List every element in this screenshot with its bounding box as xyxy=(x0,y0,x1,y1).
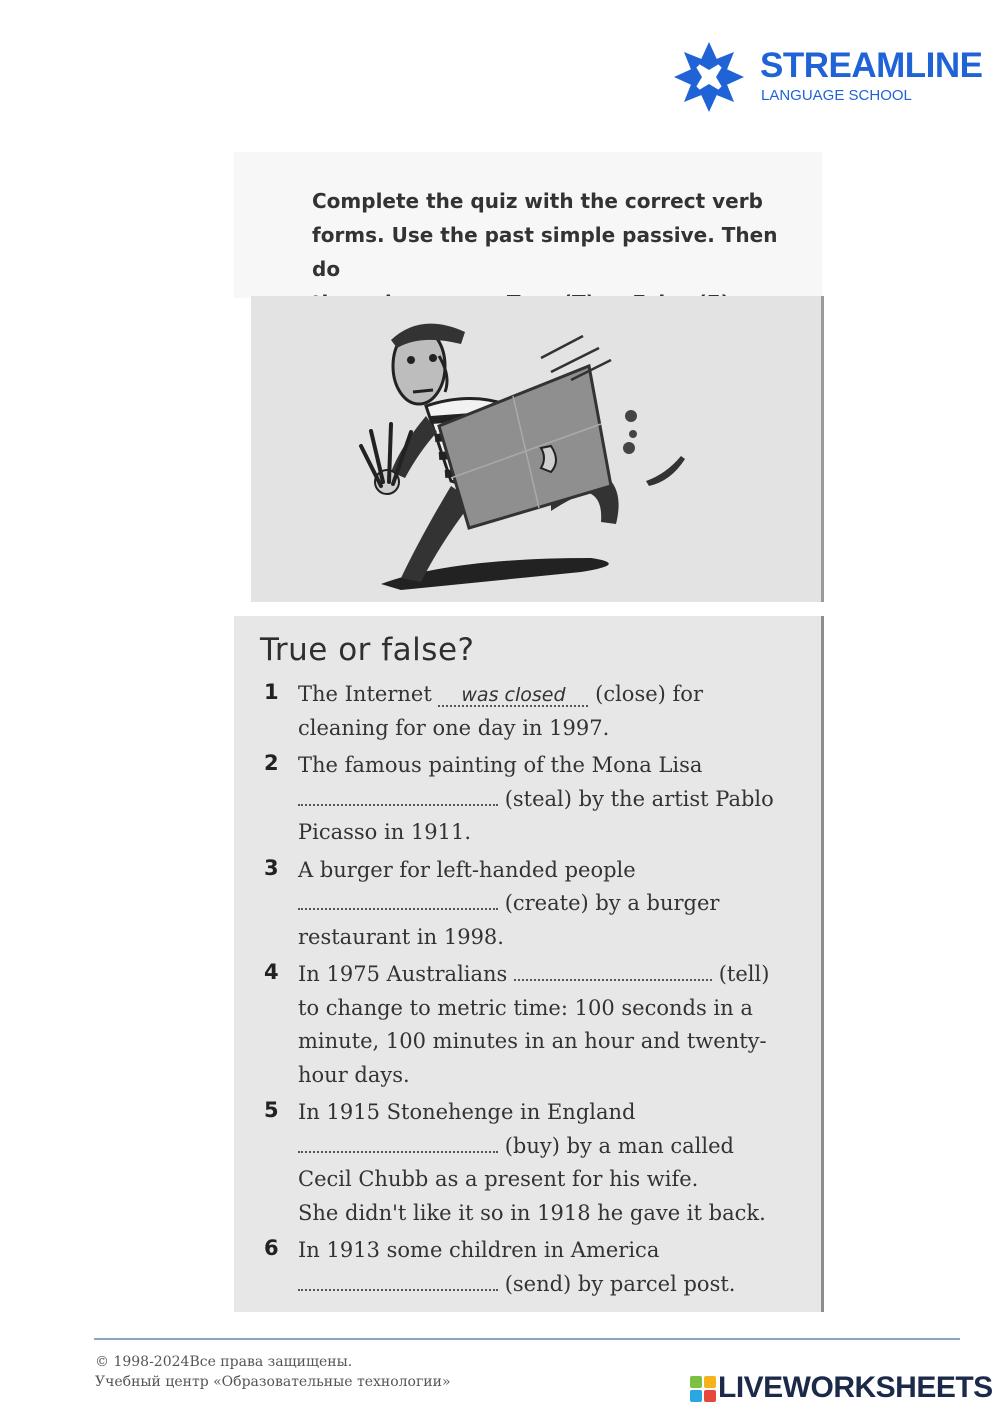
copyright-line: © 1998-2024Все права защищены. xyxy=(95,1354,353,1370)
quiz-items xyxy=(234,678,821,1305)
quiz-item-6 xyxy=(234,1234,821,1301)
item-text: (close) for xyxy=(595,682,703,706)
item-line xyxy=(298,1268,821,1302)
item-line xyxy=(298,1130,821,1164)
item-line xyxy=(298,678,821,712)
item-line: She didn't like it so in 1918 he gave it back. xyxy=(298,1200,766,1225)
quiz-item-2 xyxy=(234,749,821,850)
item-text: (create) by a burger xyxy=(504,891,720,915)
item-number: 6 xyxy=(264,1236,279,1260)
item-text: (steal) by the artist Pablo xyxy=(504,786,774,811)
item-number: 1 xyxy=(264,680,279,704)
answer-blank[interactable] xyxy=(298,1269,498,1291)
thief-drawing xyxy=(251,296,821,602)
item-text: The Internet xyxy=(298,682,432,706)
answer-blank[interactable] xyxy=(514,959,712,981)
answer-blank[interactable] xyxy=(298,784,498,806)
item-line: A burger for left-handed people xyxy=(298,857,636,882)
item-line: to change to metric time: 100 seconds in a xyxy=(298,995,753,1020)
copyright-line: Учебный центр «Образовательные технологии» xyxy=(95,1374,451,1390)
item-line: hour days. xyxy=(298,1062,410,1087)
item-line: Cecil Chubb as a present for his wife. xyxy=(298,1167,699,1191)
quiz-item-4 xyxy=(234,958,821,1092)
instruction-line: Complete the quiz with the correct verb xyxy=(312,189,763,213)
item-line xyxy=(298,783,821,817)
footer-divider xyxy=(94,1338,960,1340)
item-line: In 1915 Stonehenge in England xyxy=(298,1100,636,1124)
item-line xyxy=(298,958,821,992)
brand-name: STREAMLINE xyxy=(760,46,983,85)
item-text: (buy) by a man called xyxy=(504,1133,734,1158)
item-line: minute, 100 minutes in an hour and twenty- xyxy=(298,1029,767,1053)
item-text: (tell) xyxy=(718,962,770,986)
exercise-title: True or false? xyxy=(260,632,475,668)
quiz-item-3 xyxy=(234,854,821,955)
streamline-logo xyxy=(672,40,983,116)
item-line: The famous painting of the Mona Lisa xyxy=(298,753,703,777)
item-number: 5 xyxy=(264,1098,279,1122)
answer-blank[interactable] xyxy=(298,1131,498,1153)
item-number: 4 xyxy=(264,960,279,984)
item-line xyxy=(298,887,821,921)
item-line: In 1913 some children in America xyxy=(298,1238,660,1262)
quiz-exercise xyxy=(234,616,824,1312)
liveworksheets-wordmark: LIVEWORKSHEETS xyxy=(718,1371,993,1404)
streamline-star-icon xyxy=(672,40,746,114)
quiz-item-5 xyxy=(234,1096,821,1230)
quiz-item-1 xyxy=(234,678,821,745)
copyright xyxy=(95,1352,451,1392)
thief-illustration xyxy=(251,296,824,602)
answer-blank[interactable] xyxy=(298,888,498,910)
item-number: 2 xyxy=(264,751,279,775)
item-number: 3 xyxy=(264,855,279,880)
item-line: Picasso in 1911. xyxy=(298,820,472,844)
item-text: In 1975 Australians xyxy=(298,962,508,986)
liveworksheets-grid-icon xyxy=(690,1376,716,1402)
item-line: restaurant in 1998. xyxy=(298,924,504,949)
item-text: (send) by parcel post. xyxy=(504,1271,736,1296)
answer-blank[interactable]: was closed xyxy=(438,685,588,707)
instruction-line: forms. Use the past simple passive. Then do xyxy=(312,223,778,281)
item-line: cleaning for one day in 1997. xyxy=(298,715,610,740)
brand-subtitle: LANGUAGE SCHOOL xyxy=(761,87,912,104)
